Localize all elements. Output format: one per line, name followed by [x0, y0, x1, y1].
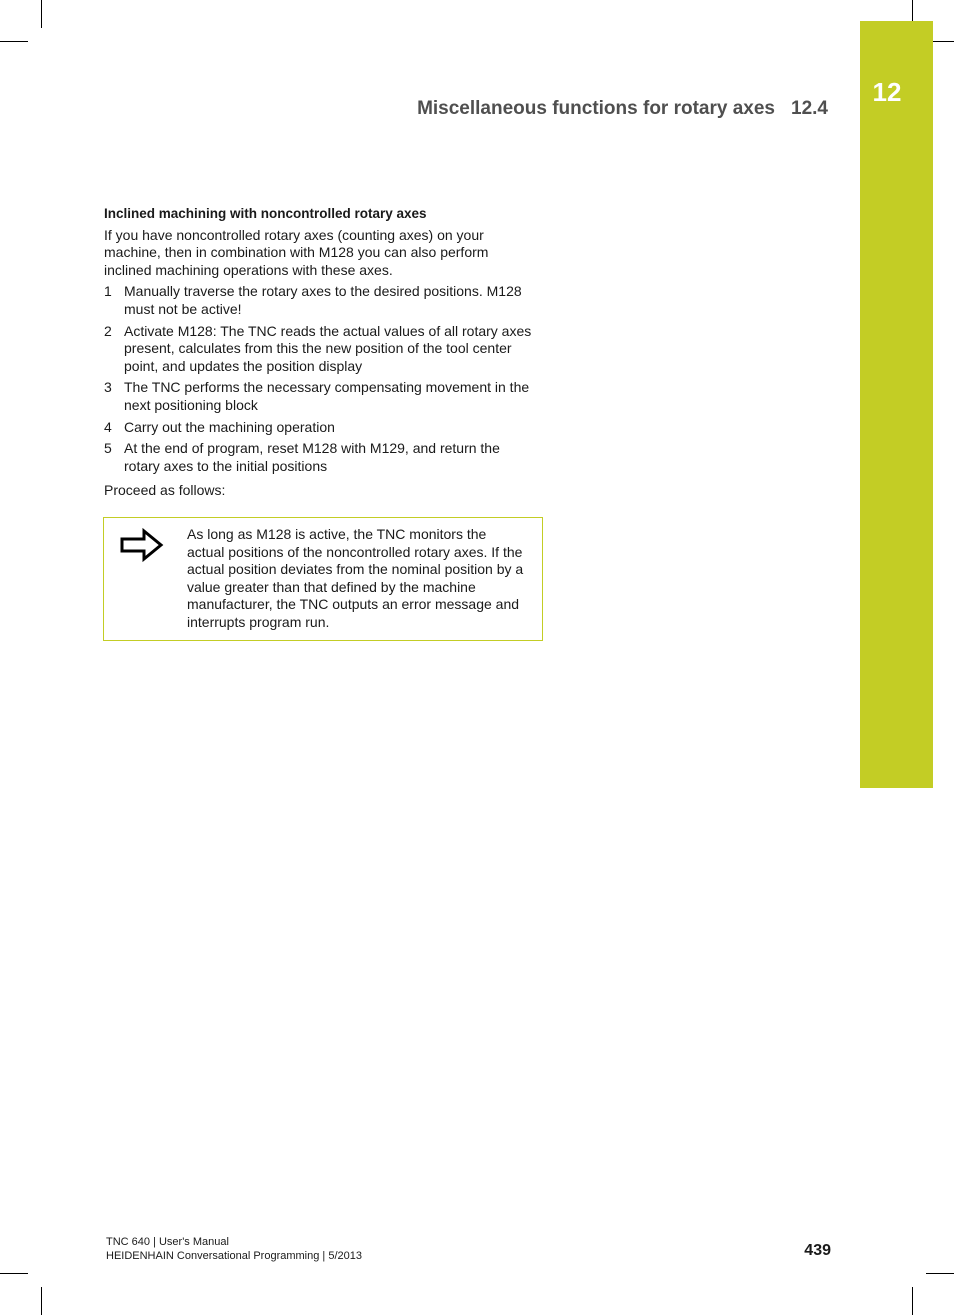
step-text: Activate M128: The TNC reads the actual values of all rotary axes present, calculates from this the new position of the tool center point, and updates the position display	[124, 322, 532, 374]
step-number: 3	[104, 379, 112, 396]
step-number: 4	[104, 418, 112, 435]
footer	[106, 1235, 362, 1263]
footer-edition: HEIDENHAIN Conversational Programming | 5/2013	[106, 1250, 362, 1262]
crop-mark	[41, 0, 42, 28]
crop-mark	[926, 1273, 954, 1274]
crop-mark	[0, 41, 28, 42]
section-number: 12.4	[791, 98, 828, 119]
crop-mark	[912, 1287, 913, 1315]
note-text: As long as M128 is active, the TNC monitors the actual positions of the noncontrolled rotary axes. If the actual position deviates from the nominal position by a value greater than that defined by the machine manufacturer, the TNC outputs an error message and interrupts program run.	[187, 526, 524, 630]
crop-mark	[41, 1287, 42, 1315]
note-box	[103, 517, 543, 641]
chapter-tab	[860, 21, 933, 788]
section-heading: Inclined machining with noncontrolled rotary axes	[104, 206, 427, 221]
list-item	[104, 283, 534, 318]
list-item	[104, 379, 534, 414]
step-number: 1	[104, 283, 112, 300]
proceed-text: Proceed as follows:	[104, 482, 226, 499]
intro-paragraph: If you have noncontrolled rotary axes (counting axes) on your machine, then in combination with M128 you can also perform inclined machining operations with these axes.	[104, 226, 489, 278]
crop-mark	[0, 1273, 28, 1274]
arrow-right-icon	[120, 527, 164, 563]
footer-manual-title: TNC 640 | User's Manual	[106, 1236, 229, 1248]
chapter-number: 12	[872, 77, 902, 107]
page-number: 439	[804, 1242, 831, 1259]
step-list	[104, 283, 534, 475]
step-text: Manually traverse the rotary axes to the desired positions. M128 must not be active!	[124, 283, 522, 317]
list-item	[104, 419, 534, 437]
list-item	[104, 323, 534, 376]
step-number: 5	[104, 440, 112, 457]
main-content	[104, 205, 544, 500]
running-header	[417, 98, 828, 120]
section-title: Miscellaneous functions for rotary axes	[417, 98, 776, 119]
list-item	[104, 440, 534, 475]
step-text: Carry out the machining operation	[124, 418, 335, 435]
step-number: 2	[104, 322, 112, 339]
step-text: At the end of program, reset M128 with M129, and return the rotary axes to the initial positions	[124, 440, 500, 474]
step-text: The TNC performs the necessary compensating movement in the next positioning block	[124, 379, 530, 413]
